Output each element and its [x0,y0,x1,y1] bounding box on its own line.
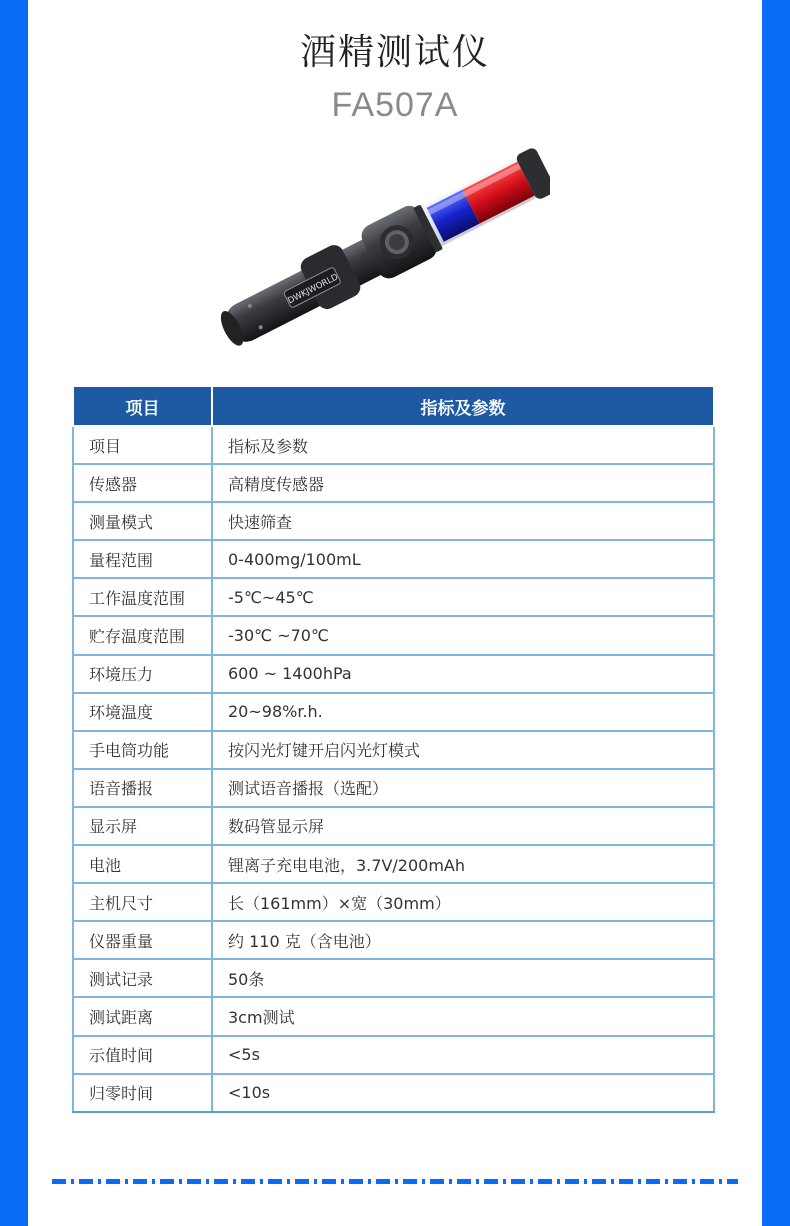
page-title: 酒精测试仪 [299,32,490,73]
table-row [73,464,714,502]
table-header-item: 项目 [73,386,212,426]
table-row [73,921,714,959]
spec-item-cell: 工作温度范围 [73,578,212,616]
spec-item-cell: 示值时间 [73,1036,212,1074]
table-row [73,1036,714,1074]
spec-value-cell: 指标及参数 [212,426,714,464]
spec-value-cell: <5s [212,1036,714,1074]
model-number: FA507A [331,86,459,124]
device-brand-text: DWKJWORLD [286,272,341,307]
table-row [73,426,714,464]
spec-item-cell: 归零时间 [73,1074,212,1112]
spec-value-cell: 长（161mm）×宽（30mm） [212,883,714,921]
spec-item-cell: 测试距离 [73,997,212,1035]
spec-value-cell: 3cm测试 [212,997,714,1035]
spec-item-cell: 电池 [73,845,212,883]
right-border-bar [762,0,790,1226]
table-header-value: 指标及参数 [212,386,714,426]
spec-value-cell: 锂离子充电电池，3.7V/200mAh [212,845,714,883]
table-row [73,693,714,731]
spec-item-cell: 环境压力 [73,655,212,693]
spec-item-cell: 测量模式 [73,502,212,540]
table-row [73,807,714,845]
table-row [73,769,714,807]
table-row [73,502,714,540]
table-row [73,845,714,883]
spec-value-cell: -30℃ ~70℃ [212,616,714,654]
footer-dashed-divider [52,1179,738,1184]
spec-value-cell: 600 ~ 1400hPa [212,655,714,693]
table-row [73,1074,714,1112]
spec-item-cell: 测试记录 [73,959,212,997]
spec-value-cell: 约 110 克（含电池） [212,921,714,959]
left-border-bar [0,0,28,1226]
table-row [73,959,714,997]
spec-value-cell: 20~98%r.h. [212,693,714,731]
spec-item-cell: 显示屏 [73,807,212,845]
spec-value-cell: 按闪光灯键开启闪光灯模式 [212,731,714,769]
spec-value-cell: 测试语音播报（选配） [212,769,714,807]
table-row [73,883,714,921]
spec-value-cell: 高精度传感器 [212,464,714,502]
spec-value-cell: 0-400mg/100mL [212,540,714,578]
table-row [73,997,714,1035]
spec-item-cell: 仪器重量 [73,921,212,959]
spec-item-cell: 传感器 [73,464,212,502]
spec-item-cell: 语音播报 [73,769,212,807]
spec-value-cell: 数码管显示屏 [212,807,714,845]
spec-value-cell: 快速筛查 [212,502,714,540]
spec-value-cell: -5℃~45℃ [212,578,714,616]
spec-item-cell: 项目 [73,426,212,464]
spec-item-cell: 量程范围 [73,540,212,578]
table-header-row [73,386,714,426]
table-row [73,578,714,616]
spec-value-cell: 50条 [212,959,714,997]
breathalyzer-device-image [210,145,550,360]
spec-item-cell: 主机尺寸 [73,883,212,921]
table-row [73,731,714,769]
table-row [73,540,714,578]
spec-item-cell: 环境温度 [73,693,212,731]
spec-item-cell: 手电筒功能 [73,731,212,769]
table-row [73,616,714,654]
table-row [73,655,714,693]
spec-value-cell: <10s [212,1074,714,1112]
spec-table [72,385,715,1113]
spec-item-cell: 贮存温度范围 [73,616,212,654]
